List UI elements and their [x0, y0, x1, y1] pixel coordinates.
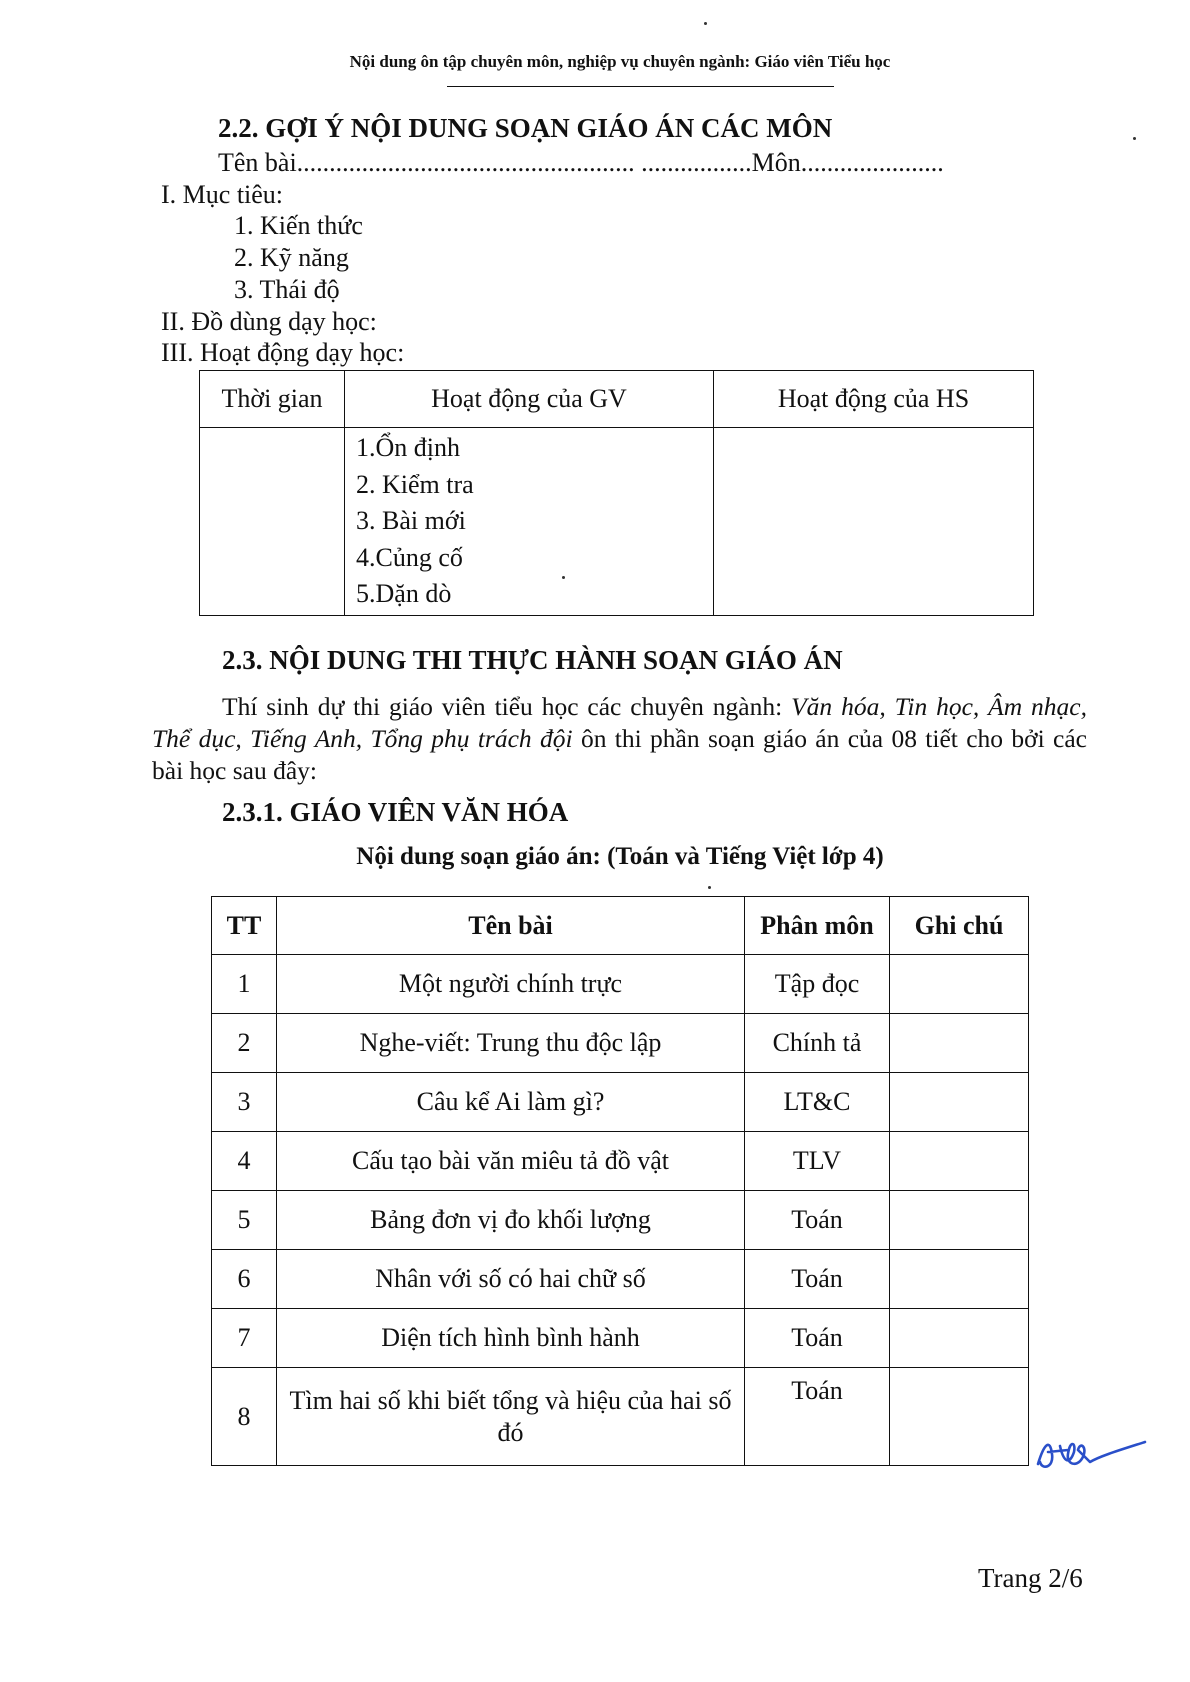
row-subject: Tập đọc: [745, 955, 890, 1014]
header-teacher-activity: Hoạt động của GV: [345, 371, 714, 428]
row-tt: 7: [212, 1309, 277, 1368]
row-tt: 6: [212, 1250, 277, 1309]
row-lesson-name: Nghe-viết: Trung thu độc lập: [277, 1014, 745, 1073]
intro-subjects: Văn hóa, Tin học, Âm nhạc, Thể dục, Tiếng Anh, Tổng phụ trách đội: [152, 692, 1087, 753]
row-note: [890, 1250, 1029, 1309]
scan-speck: [562, 576, 565, 579]
table-row: [212, 1368, 1029, 1466]
row-subject: Toán: [745, 1368, 890, 1466]
activities-title: III. Hoạt động dạy học:: [161, 338, 405, 367]
row-tt: 8: [212, 1368, 277, 1466]
row-tt: 3: [212, 1073, 277, 1132]
header-note: Ghi chú: [890, 897, 1029, 955]
row-note: [890, 1368, 1029, 1466]
row-lesson-name: Nhân với số có hai chữ số: [277, 1250, 745, 1309]
row-subject: Toán: [745, 1309, 890, 1368]
row-tt: 5: [212, 1191, 277, 1250]
table-row: [212, 1073, 1029, 1132]
step-new-lesson: 3. Bài mới: [356, 506, 466, 535]
objective-knowledge: 1. Kiến thức: [234, 211, 363, 240]
table-row: [212, 1132, 1029, 1191]
row-note: [890, 1073, 1029, 1132]
section-2-2-heading: 2.2. GỢI Ý NỘI DUNG SOẠN GIÁO ÁN CÁC MÔN: [218, 113, 833, 143]
signature-icon: [1030, 1424, 1150, 1484]
teaching-aids-title: II. Đồ dùng dạy học:: [161, 307, 377, 336]
student-activity-cell: [714, 428, 1034, 616]
row-lesson-name: Một người chính trực: [277, 955, 745, 1014]
scan-speck: [708, 886, 711, 889]
lesson-plan-body-row: [200, 428, 1034, 616]
step-stabilize: 1.Ổn định: [356, 433, 460, 462]
row-note: [890, 1309, 1029, 1368]
lesson-name-line: Tên bài.................................................... .................Môn......................: [218, 148, 944, 177]
row-lesson-name: Câu kể Ai làm gì?: [277, 1073, 745, 1132]
step-check: 2. Kiểm tra: [356, 469, 474, 499]
lessons-table-caption: Nội dung soạn giáo án: (Toán và Tiếng Việt lớp 4): [356, 843, 884, 870]
row-subject: LT&C: [745, 1073, 890, 1132]
row-tt: 4: [212, 1132, 277, 1191]
step-consolidate: 4.Củng cố: [356, 542, 463, 572]
section-2-3-intro: [152, 691, 1087, 787]
table-row: [212, 1309, 1029, 1368]
intro-text-start: Thí sinh dự thi giáo viên tiểu học các chuyên ngành:: [222, 692, 792, 721]
row-tt: 1: [212, 955, 277, 1014]
row-lesson-name: Bảng đơn vị đo khối lượng: [277, 1191, 745, 1250]
row-subject: Toán: [745, 1250, 890, 1309]
section-2-3-heading: 2.3. NỘI DUNG THI THỰC HÀNH SOẠN GIÁO ÁN: [222, 645, 843, 675]
header-student-activity: Hoạt động của HS: [714, 371, 1034, 428]
page-header: Nội dung ôn tập chuyên môn, nghiệp vụ chuyên ngành: Giáo viên Tiểu học: [349, 52, 891, 71]
table-row: [212, 1191, 1029, 1250]
objectives-title: I. Mục tiêu:: [161, 180, 284, 209]
objective-skills: 2. Kỹ năng: [234, 243, 349, 272]
lessons-table: [211, 896, 1029, 1466]
header-time: Thời gian: [200, 371, 345, 428]
header-lesson-name: Tên bài: [277, 897, 745, 955]
scan-speck: [1133, 137, 1136, 140]
time-cell: [200, 428, 345, 616]
row-note: [890, 1132, 1029, 1191]
intro-text-end: ôn thi phần soạn giáo án của 08 tiết cho bởi các bài học sau đây:: [152, 724, 1087, 785]
teacher-steps-cell: [345, 428, 714, 616]
row-lesson-name: Tìm hai số khi biết tổng và hiệu của hai số đó: [277, 1368, 745, 1466]
page-number: Trang 2/6: [978, 1563, 1083, 1593]
objective-attitude: 3. Thái độ: [234, 275, 340, 304]
row-subject: TLV: [745, 1132, 890, 1191]
row-note: [890, 1191, 1029, 1250]
lesson-plan-header-row: [200, 371, 1034, 428]
table-row: [212, 1250, 1029, 1309]
lesson-plan-table: [199, 370, 1034, 616]
header-rule: [447, 86, 834, 87]
row-note: [890, 1014, 1029, 1073]
header-tt: TT: [212, 897, 277, 955]
scan-speck: [704, 22, 707, 25]
row-subject: Toán: [745, 1191, 890, 1250]
step-homework: 5.Dặn dò: [356, 579, 452, 608]
lessons-header-row: [212, 897, 1029, 955]
header-subject: Phân môn: [745, 897, 890, 955]
row-note: [890, 955, 1029, 1014]
row-lesson-name: Cấu tạo bài văn miêu tả đồ vật: [277, 1132, 745, 1191]
table-row: [212, 955, 1029, 1014]
row-subject: Chính tả: [745, 1014, 890, 1073]
table-row: [212, 1014, 1029, 1073]
sub-heading-culture-teacher: 2.3.1. GIÁO VIÊN VĂN HÓA: [222, 797, 569, 827]
row-tt: 2: [212, 1014, 277, 1073]
row-lesson-name: Diện tích hình bình hành: [277, 1309, 745, 1368]
